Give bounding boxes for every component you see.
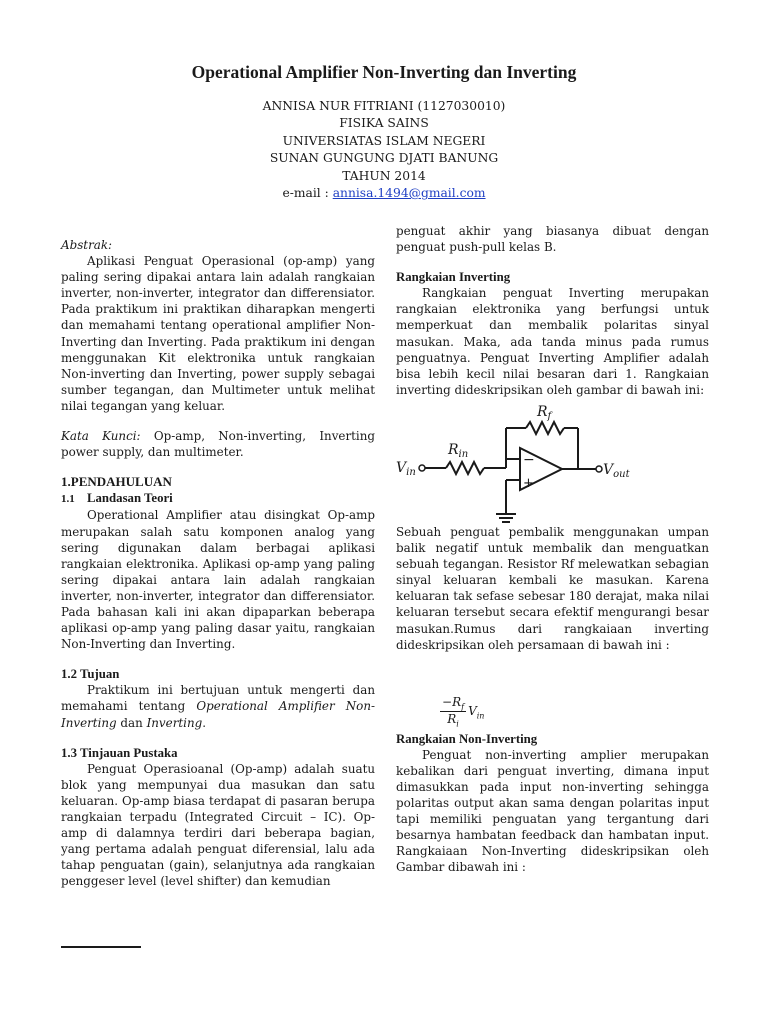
tujuan-text-a: Praktikum ini bertujuan untuk mengerti dan memahami tentang [61,683,375,714]
tujuan-text-c: . [202,715,207,730]
inverting-gain-formula [440,695,484,729]
tujuan-text-b: dan [116,715,147,730]
author-email-line [0,185,768,202]
vout-label: $V_{out}$ [603,461,630,480]
noninverting-heading: Rangkaian Non-Inverting [396,731,538,746]
subsection-heading-1-2: 1.2 Tujuan [61,667,120,682]
right-column [396,223,709,876]
subsection-heading-1-3: 1.3 Tinjauan Pustaka [61,745,178,760]
landasan-teori-body: Operational Amplifier atau disingkat Op-amp merupakan salah satu komponen analog yang sering digunakan dalam berbagai aplikasi rangkaian elektronika. Aplikasi op-amp yang paling sering dipakai antara lain adalah rangkaian inverter, non-inverter, integrator dan differensiator. Pada bahasan kali ini akan dipaparkan beberapa aplikasi op-amp yang paling dasar yaitu, rangkaian Non-Inverting dan Inverting. [61,508,375,652]
paper-title: Operational Amplifier Non-Inverting dan Inverting [191,62,577,82]
subsection-number: 1.1 [61,493,75,506]
formula-numerator: $-R_f$ [442,695,465,712]
formula-vin: $V_{in}$ [468,703,485,721]
keywords-text: Op-amp, Non-inverting, Inverting power supply, dan multimeter. [61,429,375,460]
author-name: ANNISA NUR FITRIANI (1127030010) [262,99,506,113]
subsection-title: Landasan Teori [87,491,173,506]
vin-label: $V_{in}$ [396,459,416,478]
noninverting-input-sign: + [523,475,534,491]
noninverting-body: Penguat non-inverting amplier merupakan kebalikan dari penguat inverting, dimana input dimasukkan pada input non-inverting sehingga polaritas output akan sama dengan polaritas input tapi memiliki penguatan yang tergantung dari besarnya hambatan feedback dan hambatan input. Rangkaiaan Non-Inverting dideskripsikan oleh Gambar dibawah ini : [396,747,709,875]
keywords [61,428,375,460]
formula-denominator: $R_i$ [447,712,459,729]
author-block [0,98,768,202]
inverting-heading: Rangkaian Inverting [396,270,511,285]
vin-terminal [419,465,425,471]
inverting-input-sign: − [523,451,535,468]
tujuan-body [61,682,375,730]
inverting-body: Rangkaian penguat Inverting merupakan rangkaian elektronika yang berfungsi untuk memperkuat dan membalik polaritas sinyal masukan. Maka, ada tanda minus pada rumus penguatnya. Penguat Inverting Amplifier adalah bisa lebih kecil nilai besaran dari 1. Rangkaian inverting dideskripsikan oleh gambar di bawah ini: [396,286,709,397]
keywords-label: Kata Kunci: [61,429,141,444]
inverting-explanation: Sebuah penguat pembalik menggunakan umpan balik negatif untuk membalik dan menguatkan sebuah tegangan. Resistor Rf melewatkan sebagian sinyal keluaran kembali ke masukan. Karena keluaran tak sefase sebesar 180 derajat, maka nilai keluaran tersebut secara efektif mengurangi besar masukan.Rumus dari rangkaiaan inverting dideskripsikan oleh persamaan di bawah ini : [396,524,709,652]
vout-terminal [596,466,602,472]
subsection-heading-1-1 [61,490,375,507]
author-university-line1: UNIVERSIATAS ISLAM NEGERI [282,133,486,148]
author-university-line2: SUNAN GUNGUNG DJATI BANUNG [269,151,499,166]
inverting-circuit-diagram [396,402,709,524]
footnote-divider [61,946,141,948]
email-label: e-mail : [282,186,333,201]
abstract-heading: Abstrak: [61,238,113,252]
tujuan-italic-2: Inverting [146,715,203,730]
author-year: TAHUN 2014 [342,168,426,183]
tinjauan-pustaka-body: Penguat Operasioanal (Op-amp) adalah suatu blok yang mempunyai dua masukan dan satu keluaran. Op-amp biasa terdapat di pasaran berupa rangkaian terpadu (Integrated Circuit – IC). Op-amp di dalamnya terdiri dari beberapa bagian, yang pertama adalah penguat diferensial, lalu ada tahap penguatan (gain), selanjutnya ada rangkaian penggeser level (level shifter) dan kemudian [61,761,375,889]
author-department: FISIKA SAINS [339,116,429,131]
rin-label: $R_{in}$ [448,441,469,460]
rf-label: $R_f$ [537,403,552,422]
abstract-body: Aplikasi Penguat Operasional (op-amp) yang paling sering dipakai antara lain adalah rangkaian inverter, non-inverter, integrator dan differensiator. Pada praktikum ini praktikan diharapkan mengerti dan memahami tentang operational amplifier Non-Inverting dan Inverting. Pada praktikum ini dengan menggunakan Kit elektronika untuk rangkaian Non-inverting dan Inverting, power supply sebagai sumber tegangan, dan Multimeter untuk melihat nilai tegangan yang keluar. [61,254,375,413]
continued-text: penguat akhir yang biasanya dibuat dengan penguat push-pull kelas B. [396,224,709,255]
tujuan-italic-1: Operational Amplifier Non-Inverting [61,699,375,730]
section-heading-introduction: 1.PENDAHULUAN [61,474,172,490]
formula-fraction [440,695,466,729]
left-column [61,223,375,889]
email-link[interactable]: annisa.1494@gmail.com [332,186,486,201]
